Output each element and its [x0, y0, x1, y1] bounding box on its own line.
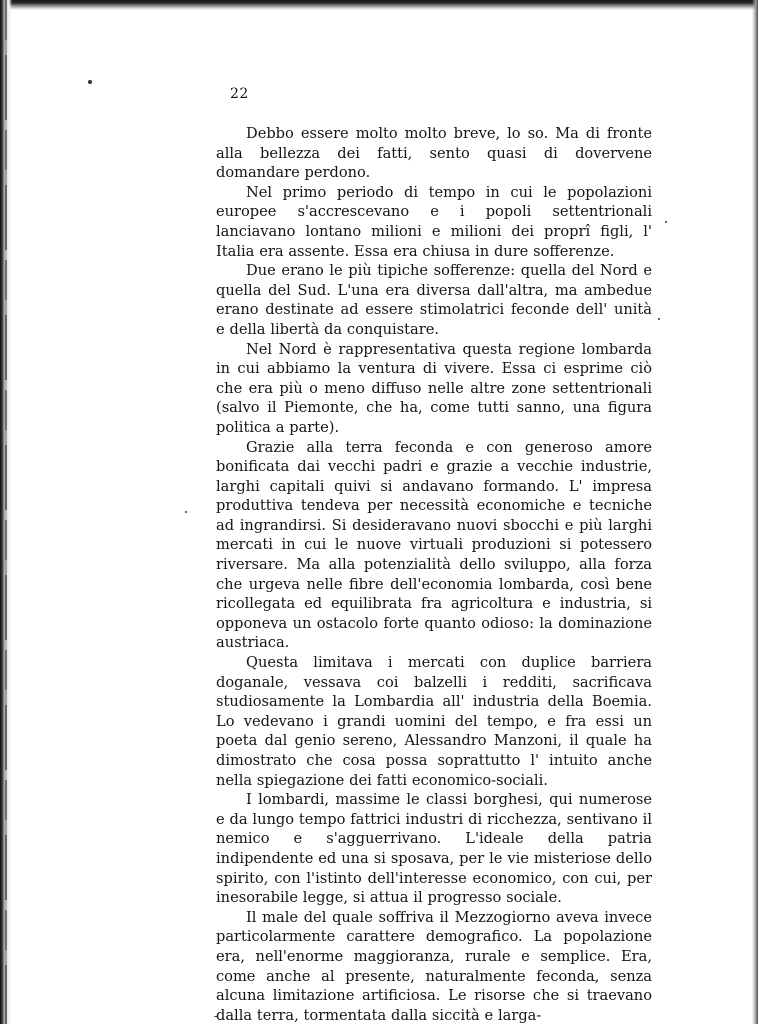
paragraph: Nel Nord è rappresentativa questa regione lombarda in cui abbiamo la ventura di vivere. Essa ci esprime ciò che era più o meno diffuso nelle altre zone settentrionali (salvo il Piemonte, che ha, come tutti sanno, una figura politica a parte). — [216, 340, 652, 436]
scan-speck — [665, 221, 667, 223]
scan-speck — [88, 80, 92, 84]
body-text — [216, 124, 652, 1024]
paragraph: Grazie alla terra feconda e con generoso amore bonificata dai vecchi padri e grazie a vecchie industrie, larghi capitali quivi si andavano formando. L' impresa produttiva tendeva per necessità economiche e tecniche ad ingrandirsi. Si desideravano nuovi sbocchi e più larghi mercati in cui le nuove virtuali produzioni si potessero riversare. Ma alla potenzialità dello sviluppo, alla forza che urgeva nelle fibre dell'economia lombarda, così bene ricollegata ed equilibrata fra agricoltura e industria, si opponeva un ostacolo forte quanto odioso: la dominazione austriaca. — [216, 438, 652, 652]
scan-speck — [658, 318, 660, 320]
paragraph: Debbo essere molto molto breve, lo so. Ma di fronte alla bellezza dei fatti, sento quasi di dovervene domandare perdono. — [216, 125, 652, 182]
paragraph: I lombardi, massime le classi borghesi, qui numerose e da lungo tempo fattrici industri di ricchezza, sentivano il nemico e s'agguerrivano. L'ideale della patria indipendente ed una si sposava, per le vie misteriose dello spirito, con l'istinto dell'interesse economico, con cui, per inesorabile legge, si attua il progresso sociale. — [216, 791, 652, 907]
page-number: 22 — [230, 86, 249, 102]
scan-binding-line — [5, 0, 7, 1024]
paragraph: Nel primo periodo di tempo in cui le popolazioni europee s'accrescevano e i popoli settentrionali lanciavano lontano milioni e milioni dei proprî figli, l' Italia era assente. Essa era chiusa in dure sofferenze. — [216, 183, 652, 260]
scan-speck — [185, 511, 187, 513]
paragraph: Questa limitava i mercati con duplice barriera doganale, vessava coi balzelli i redditi, sacrificava studiosamente la Lombardia all' industria della Boemia. Lo vedevano i grandi uomini del tempo, e fra essi un poeta dal genio sereno, Alessandro Manzoni, il quale ha dimostrato che cosa possa soprattutto l' intuito anche nella spiegazione dei fatti economico-sociali. — [216, 654, 652, 789]
paragraph: Due erano le più tipiche sofferenze: quella del Nord e quella del Sud. L'una era diversa dall'altra, ma ambedue erano destinate ad essere stimolatrici feconde dell' unità e della libertà da conquistare. — [216, 262, 652, 338]
paragraph: Il male del quale soffriva il Mezzogiorno aveva invece particolarmente carattere demografico. La popolazione era, nell'enorme maggioranza, rurale e semplice. Era, come anche al presente, naturalmente feconda, senza alcuna limitazione artificiosa. Le risorse che si traevano dalla terra, tormentata dalla siccità e larga- — [216, 908, 652, 1024]
scan-edge-top — [0, 0, 758, 10]
scan-edge-right — [752, 0, 758, 1024]
